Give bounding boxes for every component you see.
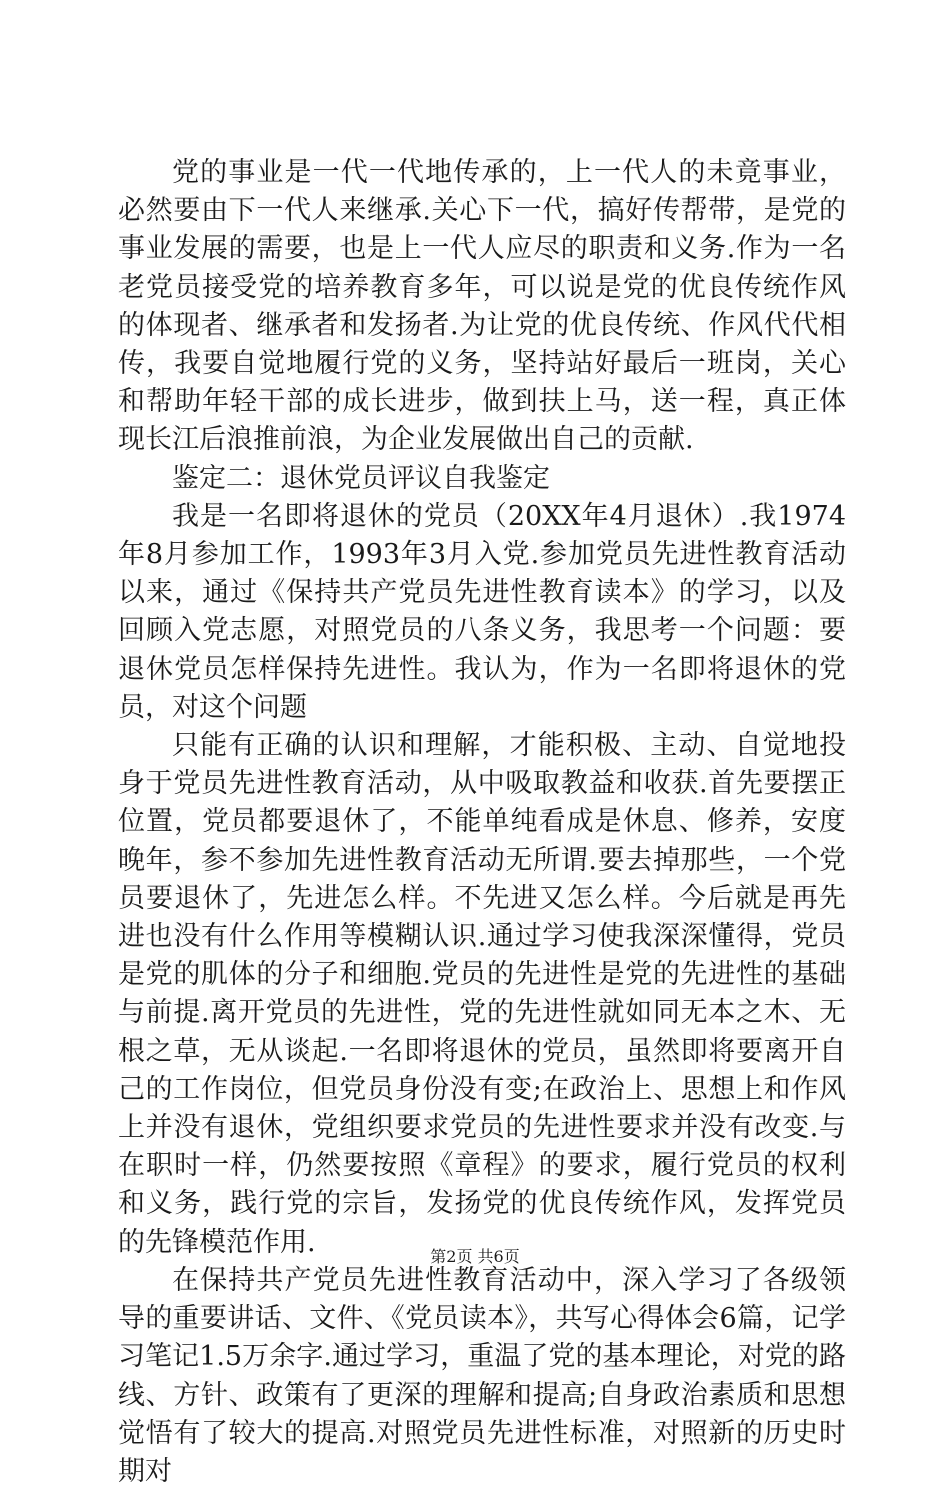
paragraph: 只能有正确的认识和理解，才能积极、主动、自觉地投身于党员先进性教育活动，从中吸取教益和收获.首先要摆正位置，党员都要退休了，不能单纯看成是休息、修养，安度晚年，参不参加先进性教育活动无所谓.要去掉那些，一个党员要退休了，先进怎么样。不先进又怎么样。今后就是再先进也没有什么作用等模糊认识.通过学习使我深深懂得，党员是党的肌体的分子和细胞.党员的先进性是党的先进性的基础与前提.离开党员的先进性，党的先进性就如同无本之木、无根之草，无从谈起.一名即将退休的党员，虽然即将要离开自己的工作岗位，但党员身份没有变;在政治上、思想上和作风上并没有退休，党组织要求党员的先进性要求并没有改变.与在职时一样，仍然要按照《章程》的要求，履行党员的权利和义务，践行党的宗旨，发扬党的优良传统作风，发挥党员的先锋模范作用. bbox=[118, 730, 846, 1258]
document-body bbox=[118, 154, 846, 1491]
section-heading: 鉴定二：退休党员评议自我鉴定 bbox=[172, 462, 550, 494]
paragraph: 党的事业是一代一代地传承的，上一代人的未竟事业，必然要由下一代人来继承.关心下一代，搞好传帮带，是党的事业发展的需要，也是上一代人应尽的职责和义务.作为一名老党员接受党的培养教育多年，可以说是党的优良传统作风的体现者、继承者和发扬者.为让党的优良传统、作风代代相传，我要自觉地履行党的义务，坚持站好最后一班岗，关心和帮助年轻干部的成长进步，做到扶上马，送一程，真正体现长江后浪推前浪，为企业发展做出自己的贡献. bbox=[118, 157, 846, 456]
paragraph: 在保持共产党员先进性教育活动中，深入学习了各级领导的重要讲话、文件、《党员读本》，共写心得体会6篇，记学习笔记1.5万余字.通过学习，重温了党的基本理论，对党的路线、方针、政策有了更深的理解和提高;自身政治素质和思想觉悟有了较大的提高.对照党员先进性标准，对照新的历史时期对 bbox=[118, 1264, 846, 1487]
page-number-footer: 第2页 共6页 bbox=[430, 1247, 520, 1266]
paragraph: 我是一名即将退休的党员（20XX年4月退休）.我1974年8月参加工作，1993年3月入党.参加党员先进性教育活动以来，通过《保持共产党员先进性教育读本》的学习，以及回顾入党志愿，对照党员的八条义务，我思考一个问题：要退休党员怎样保持先进性。我认为，作为一名即将退休的党员，对这个问题 bbox=[118, 500, 846, 723]
